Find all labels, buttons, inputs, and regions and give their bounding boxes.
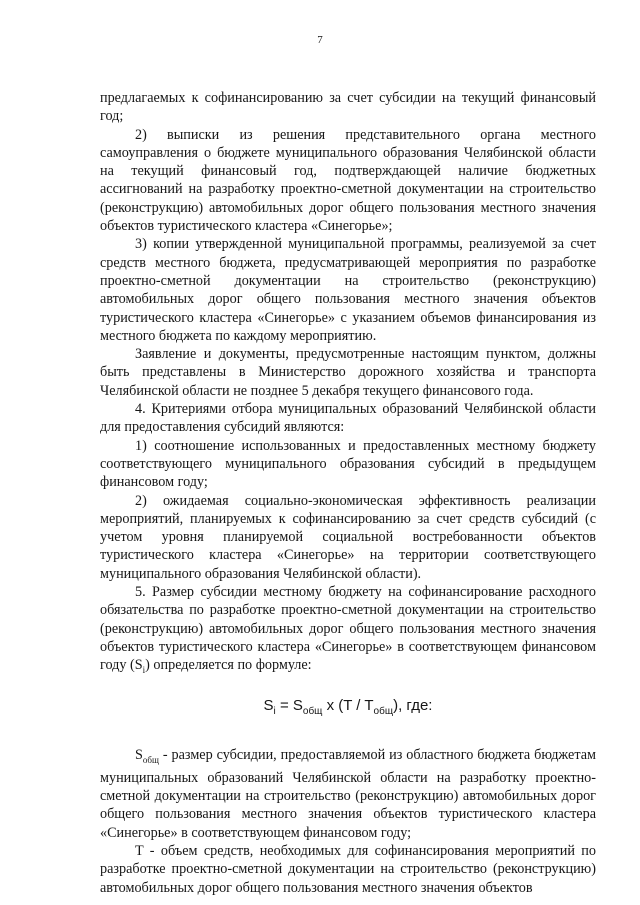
formula-x: x (T / T — [322, 697, 374, 715]
paragraph-t-definition: T - объем средств, необходимых для софинансирования мероприятий по разработке проектно-сметной документации на строительство (реконструкцию) автомобильных дорог общего пользования местного значения объектов — [100, 842, 596, 896]
paragraph-criterion-1: 1) соотношение использованных и предоставленных местному бюджету соответствующего муниципального образования субсидий в предыдущем финансовом году; — [100, 437, 596, 491]
paragraph-item-2: 2) выписки из решения представительного органа местного самоуправления о бюджете муниципального образования Челябинской области на текущий финансовый год, подтверждающей наличие бюджетных ассигнований на разработку проектно-сметной документации на строительство (реконструкцию) автомобильных дорог общего пользования местного значения объектов туристического кластера «Синегорье»; — [100, 126, 596, 235]
definition-s-sub: общ — [142, 754, 159, 765]
formula-s: S — [263, 697, 274, 715]
paragraph-criterion-2: 2) ожидаемая социально-экономическая эффективность реализации мероприятий, планируемых к софинансированию за счет средств субсидий (с учетом уровня планируемой социальной востребованности объектов туристического кластера «Синегорье» на территории соответствующего муниципального образования Челябинской области). — [100, 492, 596, 582]
paragraph-sobsh-definition — [100, 746, 596, 842]
paragraph-criteria-heading: 4. Критериями отбора муниципальных образований Челябинской области для предоставления субсидий являются: — [100, 401, 596, 436]
page-number: 7 — [317, 34, 323, 46]
formula-s-sub: i — [273, 706, 276, 718]
formula-sobsh-sub: общ — [302, 706, 323, 718]
paragraph-submission: Заявление и документы, предусмотренные настоящим пунктом, должны быть представлены в Министерство дорожного хозяйства и транспорта Челябинской области не позднее 5 декабря текущего финансового года. — [100, 346, 596, 399]
subsidy-formula — [100, 697, 596, 721]
paragraph-item-3: 3) копии утвержденной муниципальной программы, реализуемой за счет средств местного бюджета, предусматривающей мероприятия по разработке проектно-сметной документации на строительство (реконструкцию) автомобильных дорог общего пользования местного значения объектов туристического кластера «Синегорье» с указанием объемов финансирования из местного бюджета по каждому мероприятию. — [100, 236, 596, 344]
paragraph-subsidy-size — [100, 583, 596, 679]
formula-end: ), где: — [393, 697, 433, 715]
document-body — [100, 89, 596, 897]
subscript-i: i — [142, 665, 146, 676]
formula-tobsh-sub: общ — [373, 706, 394, 718]
definition-sobsh-text: - размер субсидии, предоставляемой из областного бюджета бюджетам муниципальных образований Челябинской области на разработку проектно-сметной документации на строительство (реконструкцию) автомобильных дорог общего пользования местного значения объектов туристического кластера «Синегорье» в соответствующем финансовом году; — [100, 746, 596, 841]
paragraph-subsidy-size-text: 5. Размер субсидии местному бюджету на софинансирование расходного обязательства по разработке проектно-сметной документации на строительство (реконструкцию) автомобильных дорог общего пользования местного значения объектов туристического кластера «Синегорье» в соответствующем финансовом году (S — [100, 584, 596, 674]
paragraph-subsidy-size-end: ) определяется по формуле: — [145, 657, 312, 674]
formula-eq: = S — [275, 697, 303, 715]
paragraph-continuation: предлагаемых к софинансированию за счет субсидии на текущий финансовый год; — [100, 90, 596, 125]
definition-s: S — [135, 746, 143, 763]
